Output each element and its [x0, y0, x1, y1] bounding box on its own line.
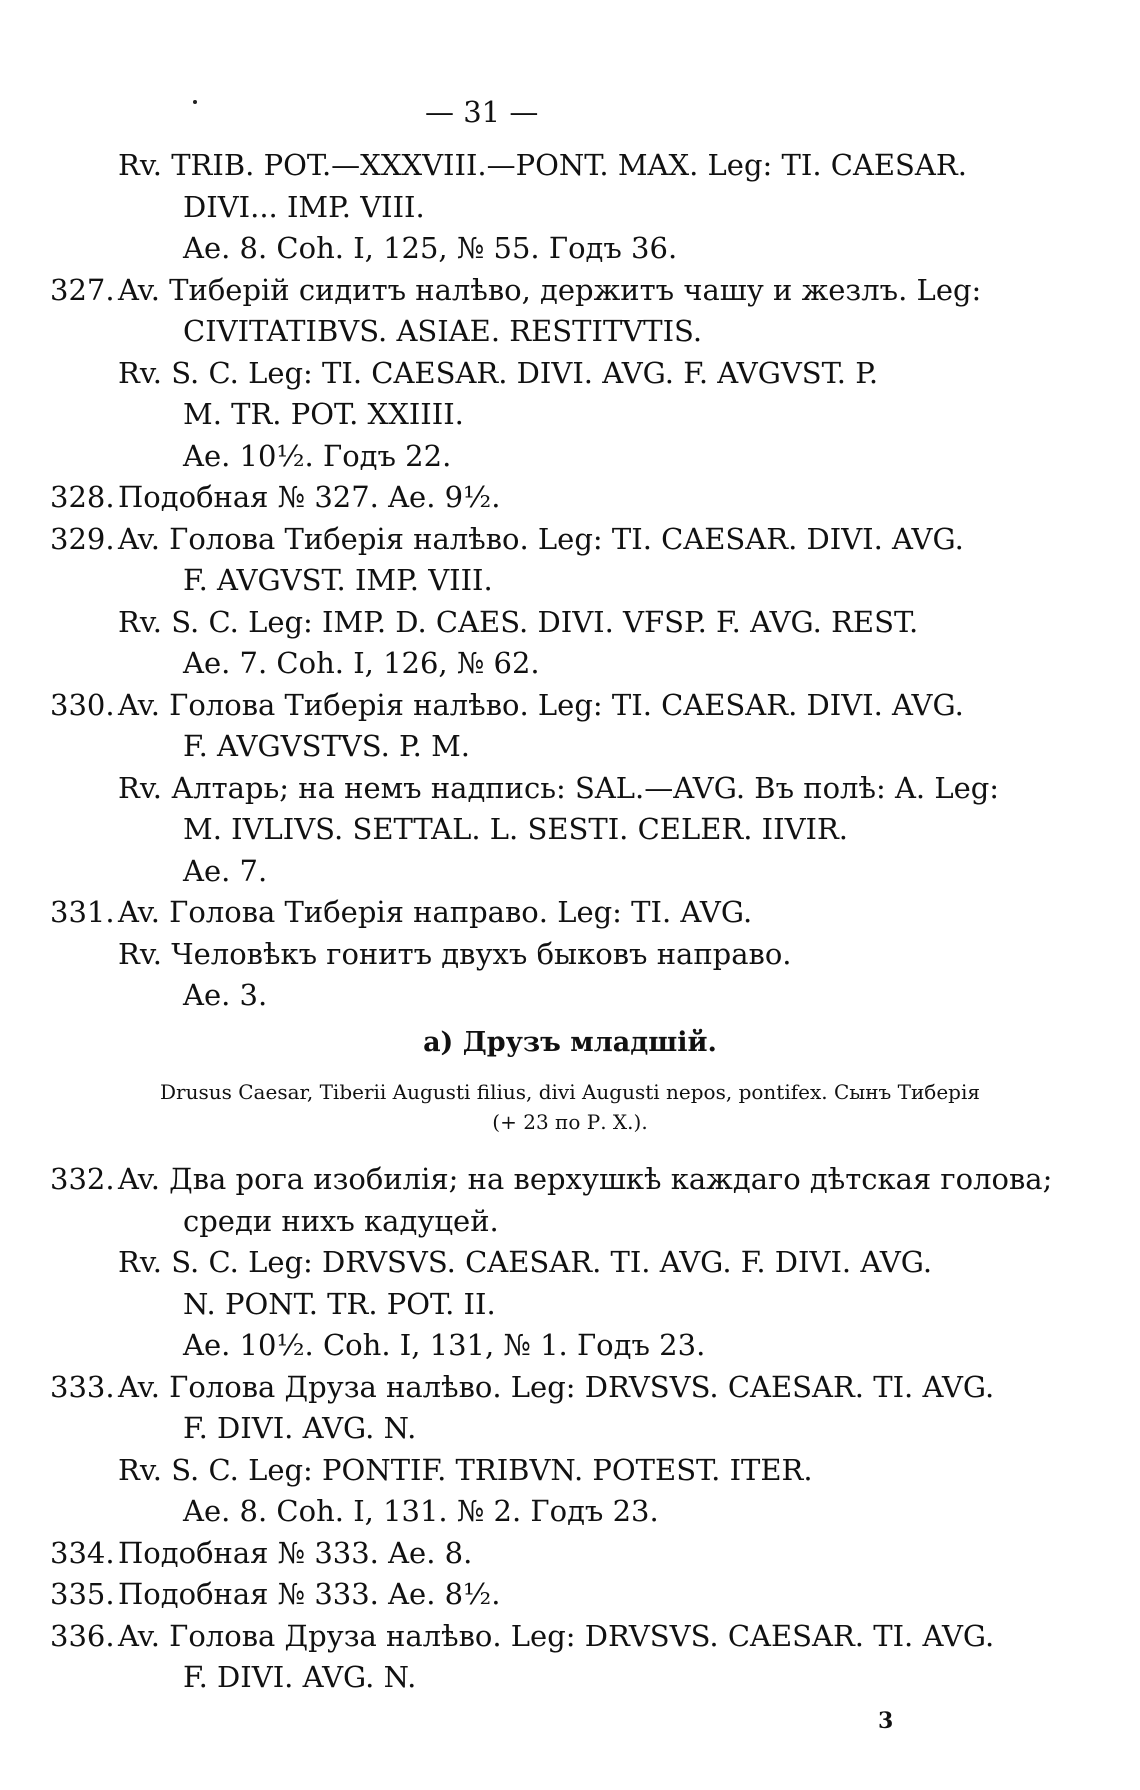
- entry-line: Av. Голова Друза налѣво. Leg: DRVSVS. CAESAR. TI. AVG.: [118, 1618, 995, 1653]
- section-subtitle-line-2: (+ 23 по Р. Х.).: [492, 1110, 648, 1134]
- section-subtitle-line-1: Drusus Caesar, Tiberii Augusti filius, divi Augusti nepos, pontifex. Сынъ Тиберія: [160, 1080, 980, 1104]
- entry-line: M. TR. POT. XXIIII.: [183, 397, 464, 431]
- entry-line: Rv. S. C. Leg: TI. CAESAR. DIVI. AVG. F. AVGVST. P.: [118, 355, 879, 390]
- entry-line: Ae. 7. Coh. I, 126, № 62.: [183, 646, 540, 680]
- entry-number: 332.: [50, 1162, 115, 1196]
- entry-line: Ae. 10½. Coh. I, 131, № 1. Годъ 23.: [183, 1328, 706, 1362]
- signature-mark: 3: [878, 1708, 894, 1734]
- entry-line: Ae. 10½. Годъ 22.: [183, 438, 452, 473]
- entry-line: Ae. 8. Coh. I, 131. № 2. Годъ 23.: [183, 1494, 659, 1528]
- entry-line: Ae. 3.: [183, 978, 268, 1012]
- entry-number: 329.: [50, 521, 115, 556]
- entry-line: Подобная № 327. Ae. 9½.: [118, 480, 501, 514]
- entry-line: CIVITATIBVS. ASIAE. RESTITVTIS.: [183, 314, 703, 348]
- entry-number: 327.: [50, 272, 115, 307]
- entry-line: F. DIVI. AVG. N.: [183, 1660, 417, 1694]
- entry-line: Av. Голова Тиберія налѣво. Leg: TI. CAESAR. DIVI. AVG.: [118, 521, 964, 556]
- entry-number: 334.: [50, 1535, 115, 1570]
- entry-line: Rv. TRIB. POT.—XXXVIII.—PONT. MAX. Leg: TI. CAESAR.: [118, 148, 967, 182]
- speck: [193, 100, 197, 104]
- section-heading: а) Друзъ младшій.: [423, 1027, 717, 1058]
- entry-line: Ae. 7.: [183, 853, 268, 888]
- entry-line: N. PONT. TR. POT. II.: [183, 1286, 496, 1321]
- entry-line: M. IVLIVS. SETTAL. L. SESTI. CELER. IIVIR.: [183, 812, 849, 846]
- entry-line: Rv. S. C. Leg: DRVSVS. CAESAR. TI. AVG. F. DIVI. AVG.: [118, 1245, 933, 1279]
- entry-line: F. AVGVST. IMP. VIII.: [183, 563, 493, 597]
- entry-number: 335.: [50, 1577, 115, 1611]
- entry-line: DIVI... IMP. VIII.: [183, 189, 425, 224]
- entry-line: F. DIVI. AVG. N.: [183, 1411, 417, 1445]
- entry-line: Av. Голова Тиберія налѣво. Leg: TI. CAESAR. DIVI. AVG.: [118, 687, 964, 722]
- entry-line: Av. Тиберій сидитъ налѣво, держитъ чашу и жезлъ. Leg:: [118, 272, 982, 307]
- entry-line: Av. Голова Друза налѣво. Leg: DRVSVS. CAESAR. TI. AVG.: [118, 1369, 995, 1404]
- entry-line: Rv. Человѣкъ гонитъ двухъ быковъ направо.: [118, 936, 792, 971]
- entry-number: 333.: [50, 1369, 115, 1404]
- entry-line: среди нихъ кадуцей.: [183, 1203, 499, 1238]
- entry-number: 328.: [50, 480, 115, 514]
- page-number: — 31 —: [425, 95, 539, 129]
- entry-number: 336.: [50, 1618, 115, 1653]
- entry-line: F. AVGVSTVS. P. M.: [183, 729, 470, 763]
- entry-line: Av. Два рога изобилія; на верхушкѣ каждаго дѣтская голова;: [118, 1162, 1053, 1196]
- entry-line: Av. Голова Тиберія направо. Leg: TI. AVG.: [118, 895, 753, 929]
- entry-line: Rv. S. C. Leg: PONTIF. TRIBVN. POTEST. ITER.: [118, 1452, 813, 1487]
- entry-number: 331.: [50, 895, 115, 929]
- entry-line: Подобная № 333. Ae. 8½.: [118, 1577, 501, 1611]
- entry-line: Подобная № 333. Ae. 8.: [118, 1535, 473, 1570]
- entry-line: Rv. S. C. Leg: IMP. D. CAES. DIVI. VFSP. F. AVG. REST.: [118, 604, 919, 639]
- entry-line: Rv. Алтарь; на немъ надпись: SAL.—AVG. Въ полѣ: A. Leg:: [118, 770, 1000, 805]
- entry-number: 330.: [50, 687, 115, 722]
- entry-line: Ae. 8. Coh. I, 125, № 55. Годъ 36.: [183, 231, 678, 265]
